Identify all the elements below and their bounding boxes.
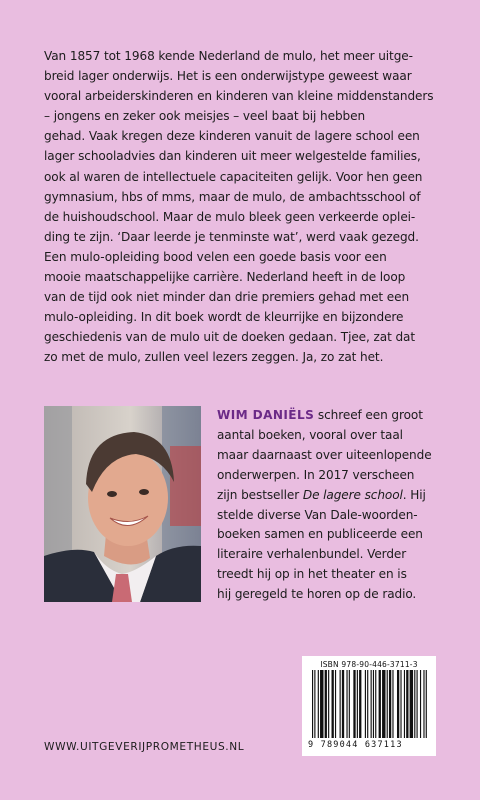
barcode-bar: [346, 670, 347, 738]
barcode-bar: [320, 670, 323, 738]
bio-line-10: hij geregeld te horen op de radio.: [217, 587, 417, 602]
barcode-bar: [373, 670, 374, 738]
barcode-bar: [328, 670, 329, 738]
barcode-bar: [371, 670, 372, 738]
barcode-bar: [340, 670, 341, 738]
barcode-bar: [318, 670, 319, 738]
blurb-line: geschiedenis van de mulo uit de doeken gedaan. Tjee, zat dat: [44, 330, 415, 345]
bio-line-8: literaire verhalenbundel. Verder: [217, 547, 407, 562]
barcode-bar: [426, 670, 427, 738]
bio-line-6: stelde diverse Van Dale-woorden-: [217, 507, 418, 522]
barcode-bar: [382, 670, 385, 738]
blurb-line: van de tijd ook niet minder dan drie premiers gehad met een: [44, 290, 410, 305]
barcode-bar: [423, 670, 424, 738]
barcode-bar: [312, 670, 313, 738]
bio-text: schreef een groot: [314, 408, 423, 422]
barcode-bar: [335, 670, 336, 738]
blurb-line: Van 1857 tot 1968 kende Nederland de mulo, het meer uitge-: [44, 49, 413, 63]
author-photo: [44, 406, 201, 602]
barcode-bar: [389, 670, 391, 738]
blurb-line: zo met de mulo, zullen veel lezers zeggen. Ja, zo zat het.: [44, 350, 384, 365]
bio-line-4: onderwerpen. In 2017 verscheen: [217, 467, 415, 482]
blurb-line: Een mulo-opleiding bood velen een goede basis voor een: [44, 249, 387, 264]
barcode-bar: [420, 670, 421, 738]
blurb-line: de huishoudschool. Maar de mulo bleek geen verkeerde oplei-: [44, 209, 416, 224]
bio-line-3: maar daarnaast over uiteenlopende: [217, 447, 432, 462]
blurb-line: mulo-opleiding. In dit boek wordt de kleurrijke en bijzondere: [44, 310, 404, 325]
barcode-bar: [392, 670, 393, 738]
bio-line-9: treedt hij op in het theater en is: [217, 567, 407, 582]
bio-line-5: [217, 486, 467, 506]
isbn-barcode: [302, 656, 436, 756]
author-portrait-icon: [44, 406, 201, 602]
book-title: De lagere school: [302, 487, 403, 502]
barcode-bar: [397, 670, 399, 738]
blurb-line: vooral arbeiderskinderen en kinderen van kleine middenstanders: [44, 89, 434, 104]
barcode-digits: 9 789044 637113: [308, 740, 403, 750]
blurb-line: breid lager onderwijs. Het is een onderwijstype geweest waar: [44, 69, 412, 84]
barcode-bar: [375, 670, 376, 738]
barcode-bar: [406, 670, 408, 738]
barcode-bar: [359, 670, 361, 738]
barcode-bar: [357, 670, 358, 738]
barcode-bar: [404, 670, 405, 738]
barcode-bars: [312, 670, 428, 738]
barcode-bar: [417, 670, 418, 738]
bio-text: . Hij: [402, 487, 426, 502]
barcode-bar: [349, 670, 350, 738]
bio-line-1: [217, 406, 467, 426]
barcode-bar: [332, 670, 334, 738]
bio-text: zijn bestseller: [217, 487, 303, 502]
barcode-bar: [325, 670, 327, 738]
barcode-bar: [342, 670, 344, 738]
barcode-bar: [353, 670, 355, 738]
barcode-bar: [365, 670, 366, 738]
blurb-line: mooie maatschappelijke carrière. Nederland heeft in de loop: [44, 270, 406, 285]
barcode-bar: [379, 670, 381, 738]
barcode-bar: [400, 670, 401, 738]
blurb-line: lager schooladvies dan kinderen uit meer welgestelde families,: [44, 149, 421, 164]
publisher-website: WWW.UITGEVERIJPROMETHEUS.NL: [44, 741, 245, 753]
bio-line-2: aantal boeken, vooral over taal: [217, 427, 403, 442]
barcode-bar: [410, 670, 413, 738]
blurb-line: gymnasium, hbs of mms, maar de mulo, de ambachtsschool of: [44, 189, 421, 204]
isbn-label: ISBN 978-90-446-3711-3: [320, 660, 418, 669]
author-bio: [217, 406, 467, 605]
blurb-line: ook al waren de intellectuele capaciteiten gelijk. Voor hen geen: [44, 169, 423, 184]
blurb-line: ding te zijn. ‘Daar leerde je tenminste wat’, werd vaak gezegd.: [44, 229, 419, 244]
bio-line-7: boeken samen en publiceerde een: [217, 527, 423, 542]
blurb-line: gehad. Vaak kregen deze kinderen vanuit de lagere school een: [44, 129, 420, 144]
barcode-bar: [414, 670, 415, 738]
barcode-bar: [387, 670, 388, 738]
back-cover-blurb: [44, 46, 444, 368]
blurb-line: – jongens en zeker ook meisjes – veel baat bij hebben: [44, 109, 366, 124]
barcode-bar: [314, 670, 315, 738]
author-name: WIM DANIËLS: [217, 408, 315, 422]
barcode-bar: [367, 670, 368, 738]
